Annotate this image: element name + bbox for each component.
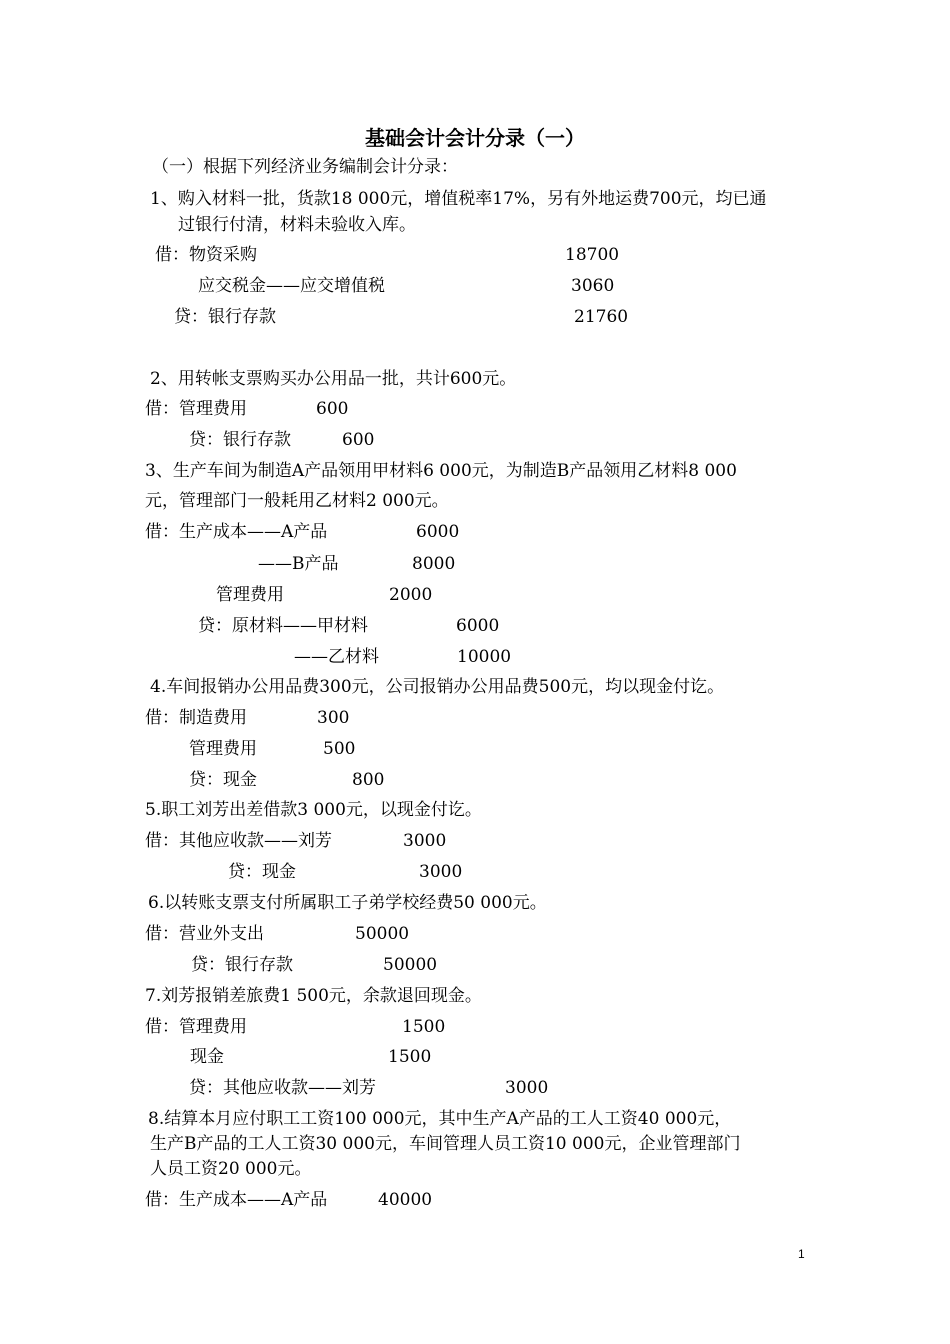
q1-tax-label: 应交税金——应交增值税	[198, 276, 385, 296]
intro-heading: （一）根据下列经济业务编制会计分录：	[152, 157, 458, 177]
q2-line-1: 2、用转帐支票购买办公用品一批，共计600元。	[150, 369, 517, 389]
q3-credit-1-value: 6000	[456, 616, 500, 636]
q4-debit-1-label: 借：制造费用	[145, 708, 247, 728]
q5-credit-1-label: 贷：现金	[228, 862, 296, 882]
q1-debit-label: 借：物资采购	[155, 245, 257, 265]
q7-credit-1-value: 3000	[505, 1078, 549, 1098]
q3-debit-2-value: 8000	[412, 554, 456, 574]
q3-debit-1-label: 借：生产成本——A产品	[145, 522, 328, 542]
q8-debit-1-label: 借：生产成本——A产品	[145, 1190, 328, 1210]
q4-credit-1-label: 贷：现金	[189, 770, 257, 790]
q7-credit-1-label: 贷：其他应收款——刘芳	[189, 1078, 376, 1098]
q1-tax-value: 3060	[571, 276, 615, 296]
q7-debit-1-value: 1500	[402, 1017, 446, 1037]
q3-credit-1-label: 贷：原材料——甲材料	[198, 616, 368, 636]
q8-line-2: 生产B产品的工人工资30 000元，车间管理人员工资10 000元，企业管理部门	[150, 1134, 741, 1154]
q2-credit-value: 600	[342, 430, 375, 450]
q1-debit-value: 18700	[565, 245, 620, 265]
q7-line-1: 7.刘芳报销差旅费1 500元，余款退回现金。	[145, 986, 482, 1006]
q5-debit-1-label: 借：其他应收款——刘芳	[145, 831, 332, 851]
q3-credit-2-label: ——乙材料	[294, 647, 379, 667]
q1-line-1: 1、购入材料一批，货款18 000元，增值税率17%，另有外地运费700元，均已通	[150, 189, 767, 209]
q7-debit-2-value: 1500	[388, 1047, 432, 1067]
q3-debit-3-value: 2000	[389, 585, 433, 605]
q5-debit-1-value: 3000	[403, 831, 447, 851]
q5-line-1: 5.职工刘芳出差借款3 000元，以现金付讫。	[145, 800, 482, 820]
q2-debit-value: 600	[316, 399, 349, 419]
q6-line-1: 6.以转账支票支付所属职工子弟学校经费50 000元。	[148, 893, 547, 913]
q3-debit-2-label: ——B产品	[258, 554, 339, 574]
q7-debit-1-label: 借：管理费用	[145, 1017, 247, 1037]
q5-credit-1-value: 3000	[419, 862, 463, 882]
q2-debit-label: 借：管理费用	[145, 399, 247, 419]
q4-debit-2-label: 管理费用	[189, 739, 257, 759]
q2-credit-label: 贷：银行存款	[189, 430, 291, 450]
q1-credit-value: 21760	[574, 307, 629, 327]
q1-credit-label: 贷：银行存款	[174, 307, 276, 327]
q3-debit-1-value: 6000	[416, 522, 460, 542]
q8-line-1: 8.结算本月应付职工工资100 000元，其中生产A产品的工人工资40 000元，	[148, 1109, 732, 1129]
q4-debit-2-value: 500	[323, 739, 356, 759]
q1-line-2: 过银行付清，材料未验收入库。	[178, 215, 416, 235]
q4-line-1: 4.车间报销办公用品费300元，公司报销办公用品费500元，均以现金付讫。	[150, 677, 725, 697]
q3-debit-3-label: 管理费用	[216, 585, 284, 605]
q6-credit-1-value: 50000	[383, 955, 438, 975]
q6-credit-1-label: 贷：银行存款	[191, 955, 293, 975]
q6-debit-1-value: 50000	[355, 924, 410, 944]
q6-debit-1-label: 借：营业外支出	[145, 924, 264, 944]
q3-line-2: 元，管理部门一般耗用乙材料2 000元。	[145, 491, 449, 511]
q8-line-3: 人员工资20 000元。	[150, 1159, 312, 1179]
q8-debit-1-value: 40000	[378, 1190, 433, 1210]
q3-line-1: 3、生产车间为制造A产品领用甲材料6 000元，为制造B产品领用乙材料8 000	[145, 461, 737, 481]
q7-debit-2-label: 现金	[190, 1047, 224, 1067]
document-title: 基础会计会计分录（一）	[365, 126, 585, 150]
q3-credit-2-value: 10000	[457, 647, 512, 667]
q4-credit-1-value: 800	[352, 770, 385, 790]
q4-debit-1-value: 300	[317, 708, 350, 728]
page-number: 1	[798, 1247, 805, 1261]
